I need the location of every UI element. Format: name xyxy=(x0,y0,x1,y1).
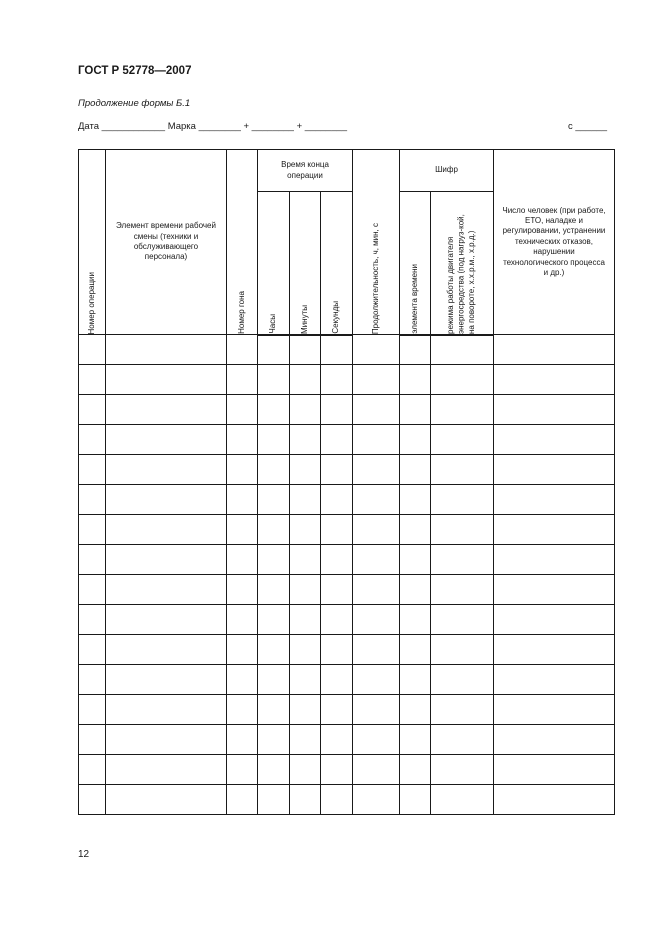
header-seconds xyxy=(321,192,353,335)
table-cell xyxy=(321,335,353,365)
table-cell xyxy=(106,485,227,515)
table-cell xyxy=(79,725,106,755)
table-cell xyxy=(290,695,321,725)
table-cell xyxy=(106,755,227,785)
table-cell xyxy=(494,725,615,755)
table-cell xyxy=(353,665,400,695)
table-cell xyxy=(494,605,615,635)
table-cell xyxy=(353,695,400,725)
table-cell xyxy=(353,335,400,365)
page-number: 12 xyxy=(78,849,90,860)
table-cell xyxy=(258,665,290,695)
table-cell xyxy=(321,365,353,395)
table-cell xyxy=(400,425,431,455)
table-cell xyxy=(227,455,258,485)
header-time-element xyxy=(106,150,227,335)
table-cell xyxy=(431,635,494,665)
header-operation-number xyxy=(79,150,106,335)
table-cell xyxy=(353,395,400,425)
table-cell xyxy=(353,785,400,815)
table-cell xyxy=(79,695,106,725)
header-run-number xyxy=(227,150,258,335)
table-cell xyxy=(106,635,227,665)
table-row xyxy=(79,485,615,515)
header-minutes-label: Минуты xyxy=(299,304,309,334)
table-cell xyxy=(79,485,106,515)
table-cell xyxy=(227,515,258,545)
header-code-engine-mode xyxy=(431,192,494,335)
table-cell xyxy=(494,395,615,425)
table-cell xyxy=(79,425,106,455)
table-cell xyxy=(431,755,494,785)
header-minutes xyxy=(290,192,321,335)
table-cell xyxy=(494,545,615,575)
table-row xyxy=(79,605,615,635)
table-cell xyxy=(79,455,106,485)
date-brand-line: Дата ____________ Марка ________ + ________ + ________ xyxy=(78,121,348,132)
table-cell xyxy=(79,575,106,605)
table-cell xyxy=(431,365,494,395)
table-cell xyxy=(106,545,227,575)
header-people-count xyxy=(494,150,615,335)
table-row xyxy=(79,365,615,395)
form-continuation-caption: Продолжение формы Б.1 xyxy=(78,98,191,109)
header-code-time-element-label: элемента времени xyxy=(409,263,419,334)
table-cell xyxy=(353,515,400,545)
table-cell xyxy=(353,575,400,605)
table-cell xyxy=(227,605,258,635)
table-cell xyxy=(258,365,290,395)
table-cell xyxy=(431,725,494,755)
table-cell xyxy=(353,365,400,395)
table-cell xyxy=(106,335,227,365)
table-cell xyxy=(321,575,353,605)
table-cell xyxy=(258,755,290,785)
table-row xyxy=(79,695,615,725)
table-cell xyxy=(227,695,258,725)
table-cell xyxy=(227,545,258,575)
table-cell xyxy=(258,425,290,455)
table-cell xyxy=(431,395,494,425)
table-row xyxy=(79,395,615,425)
table-cell xyxy=(494,425,615,455)
table-cell xyxy=(290,635,321,665)
header-duration xyxy=(353,150,400,335)
table-cell xyxy=(258,695,290,725)
table-cell xyxy=(321,695,353,725)
header-run-number-label: Номер гона xyxy=(236,291,246,334)
table-cell xyxy=(321,485,353,515)
table-cell xyxy=(494,785,615,815)
table-cell xyxy=(290,515,321,545)
table-cell xyxy=(227,395,258,425)
table-cell xyxy=(400,635,431,665)
table-cell xyxy=(258,485,290,515)
table-cell xyxy=(431,605,494,635)
table-cell xyxy=(353,425,400,455)
table-cell xyxy=(79,545,106,575)
table-cell xyxy=(321,755,353,785)
table-cell xyxy=(400,335,431,365)
table-cell xyxy=(106,695,227,725)
table-cell xyxy=(290,395,321,425)
table-cell xyxy=(290,545,321,575)
header-duration-label: Продолжительность, ч, мин, с xyxy=(370,222,380,334)
table-cell xyxy=(353,605,400,635)
table-cell xyxy=(258,335,290,365)
table-cell xyxy=(321,665,353,695)
table-cell xyxy=(321,455,353,485)
table-cell xyxy=(227,665,258,695)
table-cell xyxy=(431,545,494,575)
table-cell xyxy=(290,605,321,635)
table-row xyxy=(79,755,615,785)
table-cell xyxy=(400,725,431,755)
table-cell xyxy=(353,485,400,515)
document-title: ГОСТ Р 52778—2007 xyxy=(78,65,192,77)
table-cell xyxy=(353,635,400,665)
table-row xyxy=(79,335,615,365)
table-cell xyxy=(258,635,290,665)
table-cell xyxy=(400,665,431,695)
table-cell xyxy=(290,455,321,485)
table-cell xyxy=(353,455,400,485)
table-cell xyxy=(258,395,290,425)
table-cell xyxy=(321,605,353,635)
table-cell xyxy=(227,425,258,455)
header-hours xyxy=(258,192,290,335)
observation-form-table xyxy=(78,149,615,815)
table-cell xyxy=(79,365,106,395)
table-row xyxy=(79,545,615,575)
table-cell xyxy=(106,395,227,425)
table-cell xyxy=(227,635,258,665)
table-cell xyxy=(290,665,321,695)
sheet-number-line: с ______ xyxy=(568,121,608,132)
table-cell xyxy=(290,335,321,365)
table-cell xyxy=(227,755,258,785)
header-people-count-label: Число человек (при работе, ЕТО, наладке и регулировании, устранении технических отказов, нарушении технологического процесса и др.) xyxy=(502,205,606,277)
table-cell xyxy=(258,545,290,575)
table-cell xyxy=(79,395,106,425)
table-cell xyxy=(79,335,106,365)
table-cell xyxy=(494,365,615,395)
table-cell xyxy=(258,785,290,815)
table-cell xyxy=(431,785,494,815)
table-row xyxy=(79,725,615,755)
table-cell xyxy=(400,485,431,515)
table-cell xyxy=(227,785,258,815)
header-seconds-label: Секунды xyxy=(331,300,341,334)
table-cell xyxy=(494,575,615,605)
table-cell xyxy=(290,365,321,395)
table-cell xyxy=(106,575,227,605)
header-code-time-element xyxy=(400,192,431,335)
table-cell xyxy=(290,725,321,755)
table-cell xyxy=(353,755,400,785)
table-cell xyxy=(321,395,353,425)
table-cell xyxy=(321,725,353,755)
table-cell xyxy=(494,335,615,365)
table-cell xyxy=(431,575,494,605)
table-cell xyxy=(400,755,431,785)
table-cell xyxy=(106,425,227,455)
table-cell xyxy=(290,575,321,605)
table-cell xyxy=(321,785,353,815)
table-cell xyxy=(79,785,106,815)
table-cell xyxy=(494,455,615,485)
table-cell xyxy=(258,605,290,635)
table-cell xyxy=(106,725,227,755)
table-cell xyxy=(227,725,258,755)
table-cell xyxy=(227,365,258,395)
table-cell xyxy=(321,515,353,545)
table-cell xyxy=(227,335,258,365)
table-cell xyxy=(290,485,321,515)
table-cell xyxy=(106,785,227,815)
header-time-element-label: Элемент времени рабочей смены (техники и обслуживающего персонала) xyxy=(116,221,216,262)
table-cell xyxy=(258,575,290,605)
table-cell xyxy=(321,425,353,455)
table-cell xyxy=(321,635,353,665)
table-cell xyxy=(431,485,494,515)
table-cell xyxy=(227,485,258,515)
table-row xyxy=(79,575,615,605)
table-cell xyxy=(258,455,290,485)
table-cell xyxy=(431,515,494,545)
table-cell xyxy=(431,695,494,725)
table-cell xyxy=(106,515,227,545)
header-end-time-group xyxy=(258,150,353,192)
header-operation-number-label: Номер операции xyxy=(86,271,96,334)
table-row xyxy=(79,785,615,815)
table-cell xyxy=(494,695,615,725)
table-row xyxy=(79,425,615,455)
table-row xyxy=(79,455,615,485)
table-cell xyxy=(106,605,227,635)
header-code-group xyxy=(400,150,494,192)
table-row xyxy=(79,515,615,545)
table-cell xyxy=(106,665,227,695)
table-cell xyxy=(400,455,431,485)
table-cell xyxy=(400,395,431,425)
table-cell xyxy=(353,545,400,575)
table-cell xyxy=(494,635,615,665)
table-cell xyxy=(431,455,494,485)
table-cell xyxy=(227,575,258,605)
table-cell xyxy=(400,785,431,815)
table-cell xyxy=(290,425,321,455)
table-cell xyxy=(79,605,106,635)
table-cell xyxy=(106,365,227,395)
table-cell xyxy=(353,725,400,755)
table-cell xyxy=(494,755,615,785)
table-cell xyxy=(258,725,290,755)
header-code-group-label: Шифр xyxy=(435,165,458,175)
table-cell xyxy=(290,785,321,815)
table-cell xyxy=(400,605,431,635)
table-cell xyxy=(431,425,494,455)
header-hours-label: Часы xyxy=(268,313,278,334)
table-cell xyxy=(400,365,431,395)
table-row xyxy=(79,635,615,665)
table-cell xyxy=(258,515,290,545)
table-cell xyxy=(79,515,106,545)
table-cell xyxy=(400,575,431,605)
table-cell xyxy=(321,545,353,575)
table-cell xyxy=(431,335,494,365)
table-cell xyxy=(79,755,106,785)
table-row xyxy=(79,665,615,695)
table-cell xyxy=(494,485,615,515)
table-cell xyxy=(494,515,615,545)
table-cell xyxy=(79,665,106,695)
table-cell xyxy=(494,665,615,695)
table-cell xyxy=(431,665,494,695)
table-cell xyxy=(400,695,431,725)
header-end-time-group-label: Время конца операции xyxy=(281,160,329,180)
header-code-engine-mode-label: режима работы двигателя энергосредства (под нагруз-кой, на повороте, х.х.р.м., х.р.д.) xyxy=(446,213,477,334)
table-cell xyxy=(400,545,431,575)
table-cell xyxy=(79,635,106,665)
table-cell xyxy=(400,515,431,545)
table-cell xyxy=(106,455,227,485)
table-cell xyxy=(290,755,321,785)
